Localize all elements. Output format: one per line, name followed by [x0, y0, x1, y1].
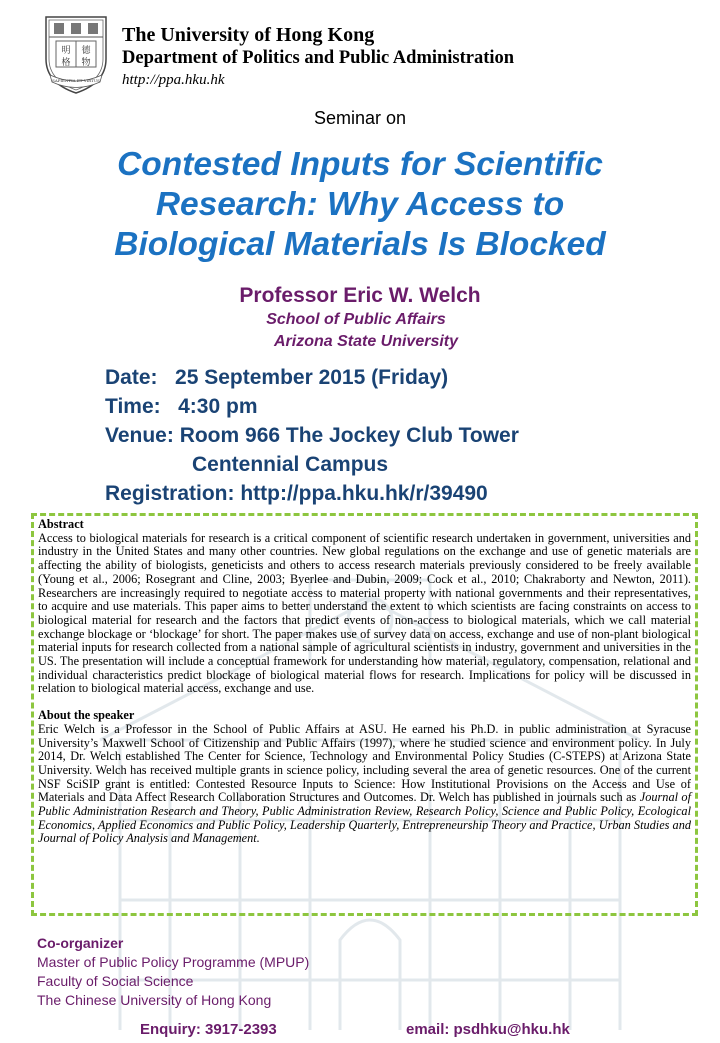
about-speaker-text: [38, 723, 691, 846]
about-speaker-heading: About the speaker: [38, 708, 135, 723]
abstract-heading: Abstract: [38, 517, 84, 531]
enquiry-email[interactable]: email: psdhku@hku.hk: [406, 1021, 570, 1038]
abstract-text: Access to biological materials for research is a critical component of scientific research undertaken in government, universities and industry in the United States and many other countries. New global regulations on the exchange and use of genetic materials are affecting the ability of biologists, geneticists and others to access research materials previously considered to be freely available (Young et al., 2006; Rosegrant and Cline, 2003; Byerlee and Dubin, 2009; Cock et al., 2010; Chakraborty and Newton, 2011). Researchers are increasingly required to negotiate access to material property with national governments and their representatives, to acquire and use materials. This paper aims to better understand the extent to which scientists are facing constraints on access to biological material for research and the factors that predict events of non-access to biological materials, which we call material exchange blockage or ‘blockage’ for short. The paper makes use of survey data on access, exchange and use of non-plant biological material inputs for research collected from a national sample of agricultural scientists in industry, government and universities in the US. The presentation will include a conceptual framework for understanding how material, regulatory, compensation, relational and individual characteristics predict blockage of biological material flows for research. Implications for policy will be discussed in relation to biological material access, exchange and use.: [38, 530, 691, 696]
coorganizer-heading: Co-organizer: [37, 935, 124, 951]
svg-text:明: 明: [61, 46, 71, 56]
about-speaker-journals: Journal of Public Administration Research and Theory, Public Administration Review, Research Policy, Science and Public Policy, Ecological Economics, Applied Economics and Public Policy, Leadership Quarterly, Entrepreneurship Theory and Practice, Urban Studies and Journal of Policy Analysis and Management.: [38, 790, 691, 846]
speaker-name: Professor Eric W. Welch: [239, 284, 481, 307]
svg-text:德: 德: [81, 46, 91, 56]
title-line: Contested Inputs for Scientific: [117, 146, 603, 183]
title-line: Research: Why Access to: [155, 186, 565, 223]
event-registration[interactable]: Registration: http://ppa.hku.hk/r/39490: [105, 482, 488, 505]
coorganizer-block: [37, 934, 309, 1010]
coorganizer-line: Faculty of Social Science: [37, 973, 194, 989]
speaker-affiliation-school: School of Public Affairs: [266, 311, 446, 328]
about-speaker-bio: Eric Welch is a Professor in the School of Public Affairs at ASU. He earned his Ph.D. in public administration at Syracuse University’s Maxwell School of Citizenship and Public Affairs (1997), where he studied science and environment policy. In July 2014, Dr. Welch established The Center for Science, Technology and Environmental Policy Studies (C-STEPS) at Arizona State University. Welch has received multiple grants in science policy, including several the area of genetic resources. One of the current NSF SciSIP grant is entitled: Contested Resource Inputs to Science: How Institutional Provisions on the Access and Use of Materials and Data Affect Research Collaboration Structures and Outcomes. Dr. Welch has published in journals such as: [38, 721, 691, 805]
svg-text:物: 物: [81, 58, 91, 68]
title-line: Biological Materials Is Blocked: [114, 226, 606, 263]
svg-text:格: 格: [61, 58, 71, 68]
event-venue: Venue: Room 966 The Jockey Club Tower: [105, 424, 519, 447]
enquiry-phone: Enquiry: 3917-2393: [140, 1021, 277, 1038]
seminar-title: [20, 145, 700, 265]
seminar-label: Seminar on: [313, 108, 407, 128]
event-venue-campus: Centennial Campus: [192, 453, 389, 476]
university-name: The University of Hong Kong: [122, 24, 375, 46]
speaker-affiliation-university: Arizona State University: [273, 333, 459, 350]
coorganizer-line: The Chinese University of Hong Kong: [37, 992, 272, 1008]
event-date: Date: 25 September 2015 (Friday): [105, 366, 449, 389]
department-name: Department of Politics and Public Administration: [122, 48, 515, 68]
department-url[interactable]: http://ppa.hku.hk: [122, 72, 225, 88]
abstract-box: [31, 513, 698, 916]
coorganizer-line: Master of Public Policy Programme (MPUP): [37, 954, 310, 970]
event-time: Time: 4:30 pm: [105, 395, 258, 418]
svg-text:SAPIENTIA ET VIRTUS: SAPIENTIA ET VIRTUS: [52, 78, 100, 83]
hku-crest-logo: [42, 15, 110, 95]
